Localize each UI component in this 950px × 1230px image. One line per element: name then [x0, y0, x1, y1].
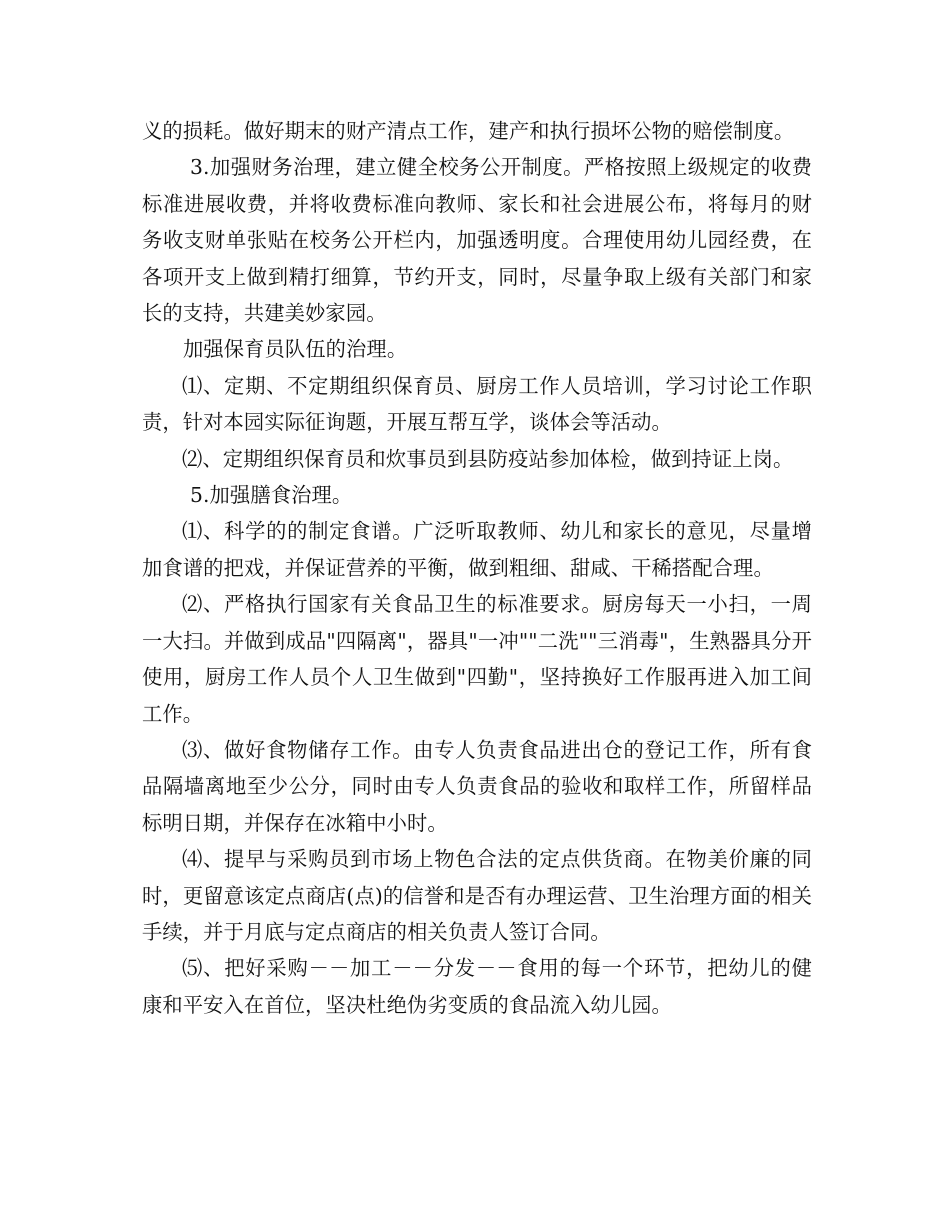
paragraph-finance-management: 3.加强财务治理，建立健全校务公开制度。严格按照上级规定的收费标准进展收费，并将收费标准向教师、家长和社会进展公布，将每月的财务收支财单张贴在校务公开栏内，加强透明度。合理使用幼儿园经费，在各项开支上做到精打细算，节约开支，同时，尽量争取上级有关部门和家长的支持，共建美妙家园。	[142, 155, 812, 326]
paragraph-continuation: 义的损耗。做好期末的财产清点工作，建产和执行损坏公物的赔偿制度。	[142, 119, 795, 143]
paragraph-caregiver-heading: 加强保育员队伍的治理。	[183, 337, 408, 362]
paragraph-meal-item-3: ⑶、做好食物储存工作。由专人负责食品进出仓的登记工作，所有食品隔墙离地至少公分，同时由专人负责食品的验收和取样工作，所留样品标明日期，并保存在冰箱中小时。	[142, 737, 812, 835]
paragraph-meal-heading: 5.加强膳食治理。	[190, 483, 353, 508]
paragraph-meal-item-5: ⑸、把好采购－－加工－－分发－－食用的每一个环节，把幼儿的健康和平安入在首位，坚决杜绝伪劣变质的食品流入幼儿园。	[142, 956, 812, 1017]
paragraph-caregiver-item-2: ⑵、定期组织保育员和炊事员到县防疫站参加体检，做到持证上岗。	[182, 446, 794, 471]
paragraph-caregiver-item-1: ⑴、定期、不定期组织保育员、厨房工作人员培训，学习讨论工作职责，针对本园实际征询题，开展互帮互学，谈体会等活动。	[142, 373, 812, 435]
document-page	[142, 113, 812, 1023]
paragraph-meal-item-4: ⑷、提早与采购员到市场上物色合法的定点供货商。在物美价廉的同时，更留意该定点商店(点)的信誉和是否有办理运营、卫生治理方面的相关手续，并于月底与定点商店的相关负责人签订合同。	[142, 847, 812, 944]
paragraph-meal-item-2: ⑵、严格执行国家有关食品卫生的标准要求。厨房每天一小扫，一周一大扫。并做到成品"四隔离"，器具"一冲""二洗""三消毒"，生熟器具分开使用，厨房工作人员个人卫生做到"四勤"，坚持换好工作服再进入加工间工作。	[142, 592, 812, 726]
paragraph-meal-item-1: ⑴、科学的的制定食谱。广泛听取教师、幼儿和家长的意见，尽量增加食谱的把戏，并保证营养的平衡，做到粗细、甜咸、干稀搭配合理。	[142, 519, 812, 580]
